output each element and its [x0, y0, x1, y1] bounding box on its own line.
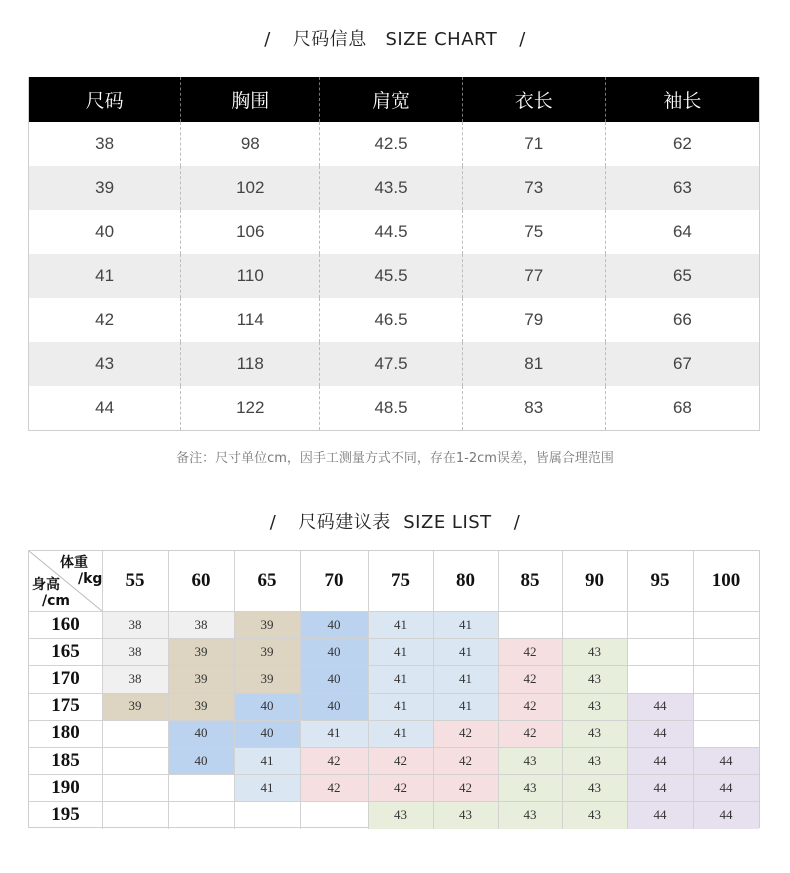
recommended-size-cell: 39 — [234, 638, 300, 665]
recommended-size-cell: 41 — [433, 611, 498, 638]
recommended-size-cell: 43 — [368, 801, 433, 828]
cell-sleeve: 62 — [605, 122, 759, 166]
size-chart-header-row — [29, 77, 759, 122]
height-header: 185 — [51, 749, 80, 771]
grid-horizontal-divider — [29, 747, 759, 748]
recommended-size-cell: 39 — [168, 665, 234, 692]
weight-header: 75 — [391, 570, 410, 591]
size-chart-title-text: 尺码信息 SIZE CHART — [292, 29, 498, 50]
recommended-size-cell: 39 — [234, 665, 300, 692]
height-header: 180 — [51, 722, 80, 744]
recommended-size-cell: 43 — [498, 801, 562, 828]
weight-header: 55 — [125, 570, 145, 591]
column-header-sleeve: 袖长 — [605, 77, 759, 122]
cell-chest: 118 — [180, 342, 319, 386]
cell-shoulder: 46.5 — [319, 298, 461, 342]
recommended-size-cell: 38 — [102, 611, 168, 638]
cell-chest: 110 — [180, 254, 319, 298]
table-row — [29, 166, 759, 210]
weight-header: 100 — [711, 570, 741, 591]
cell-sleeve: 67 — [605, 342, 759, 386]
recommended-size-cell: 43 — [562, 665, 627, 692]
recommended-size-cell: 40 — [300, 665, 368, 692]
recommended-size-cell: 43 — [562, 638, 627, 665]
measurement-note: 备注：尺寸单位cm，因手工测量方式不同，存在1-2cm误差，皆属合理范围 — [176, 451, 614, 466]
cell-chest: 98 — [180, 122, 319, 166]
recommended-size-cell: 44 — [627, 693, 693, 720]
cell-length: 73 — [462, 166, 605, 210]
recommended-size-cell: 38 — [102, 665, 168, 692]
cell-length: 81 — [462, 342, 605, 386]
recommended-size-cell: 40 — [168, 720, 234, 747]
table-row — [29, 342, 759, 386]
grid-horizontal-divider — [29, 611, 759, 612]
cell-sleeve: 64 — [605, 210, 759, 254]
recommended-size-cell: 42 — [498, 638, 562, 665]
cell-length: 77 — [462, 254, 605, 298]
size-chart-title — [0, 25, 790, 51]
corner-weight-unit: /kg — [78, 571, 102, 587]
height-header: 190 — [51, 776, 80, 798]
cell-shoulder: 45.5 — [319, 254, 461, 298]
recommended-size-cell: 41 — [368, 638, 433, 665]
grid-horizontal-divider — [29, 693, 759, 694]
recommended-size-cell: 41 — [368, 611, 433, 638]
grid-horizontal-divider — [29, 774, 759, 775]
recommended-size-cell: 38 — [102, 638, 168, 665]
grid-horizontal-divider — [29, 801, 759, 802]
title-slash-left: / — [269, 512, 277, 533]
cell-sleeve: 65 — [605, 254, 759, 298]
height-header: 160 — [51, 613, 80, 635]
cell-chest: 102 — [180, 166, 319, 210]
cell-shoulder: 43.5 — [319, 166, 461, 210]
grid-corner-header — [29, 551, 102, 611]
recommended-size-cell: 40 — [300, 693, 368, 720]
title-slash-right: / — [519, 29, 526, 50]
recommended-size-cell: 43 — [562, 747, 627, 774]
cell-length: 71 — [462, 122, 605, 166]
weight-header: 95 — [650, 570, 670, 591]
size-list-title — [0, 508, 790, 534]
cell-sleeve: 66 — [605, 298, 759, 342]
cell-size: 43 — [95, 354, 115, 373]
cell-shoulder: 48.5 — [319, 386, 461, 430]
title-slash-right: / — [513, 512, 521, 533]
column-header-size: 尺码 — [85, 90, 124, 112]
cell-length: 79 — [462, 298, 605, 342]
corner-height-unit: /cm — [42, 593, 70, 609]
recommended-size-cell: 40 — [234, 693, 300, 720]
weight-header: 65 — [257, 570, 277, 591]
recommended-size-cell: 44 — [627, 774, 693, 801]
recommended-size-cell: 42 — [300, 774, 368, 801]
recommended-size-cell: 42 — [433, 747, 498, 774]
size-chart-table — [28, 77, 760, 431]
recommended-size-cell: 42 — [433, 774, 498, 801]
recommended-size-cell: 41 — [234, 747, 300, 774]
table-row — [29, 254, 759, 298]
cell-size: 38 — [95, 134, 115, 153]
recommended-size-cell: 43 — [562, 720, 627, 747]
recommended-size-cell: 41 — [433, 638, 498, 665]
recommended-size-cell: 42 — [368, 774, 433, 801]
height-header: 165 — [51, 640, 80, 662]
weight-header: 60 — [191, 570, 211, 591]
recommended-size-cell: 41 — [368, 693, 433, 720]
recommended-size-cell: 43 — [498, 747, 562, 774]
weight-header: 85 — [520, 570, 540, 591]
recommended-size-cell: 39 — [168, 693, 234, 720]
cell-shoulder: 44.5 — [319, 210, 461, 254]
grid-horizontal-divider — [29, 638, 759, 639]
recommended-size-cell: 40 — [300, 638, 368, 665]
recommended-size-cell: 42 — [498, 693, 562, 720]
table-row — [29, 122, 759, 166]
table-row — [29, 210, 759, 254]
recommended-size-cell: 40 — [168, 747, 234, 774]
recommended-size-cell: 39 — [234, 611, 300, 638]
recommended-size-cell: 41 — [368, 720, 433, 747]
recommended-size-cell: 41 — [300, 720, 368, 747]
column-header-length: 衣长 — [462, 77, 605, 122]
recommended-size-cell: 41 — [234, 774, 300, 801]
cell-length: 83 — [462, 386, 605, 430]
recommended-size-cell: 39 — [168, 638, 234, 665]
table-row — [29, 386, 759, 430]
weight-header: 90 — [585, 570, 604, 591]
recommended-size-cell: 44 — [693, 747, 759, 774]
recommended-size-cell: 41 — [368, 665, 433, 692]
recommended-size-cell: 42 — [300, 747, 368, 774]
size-recommendation-grid — [28, 550, 760, 828]
recommended-size-cell: 43 — [562, 774, 627, 801]
cell-size: 41 — [95, 266, 115, 285]
corner-height-label: 身高 — [32, 577, 60, 593]
cell-size: 40 — [95, 222, 115, 241]
column-header-shoulder: 肩宽 — [319, 77, 461, 122]
height-header: 195 — [51, 803, 80, 825]
cell-size: 39 — [95, 178, 115, 197]
column-header-chest: 胸围 — [180, 77, 319, 122]
cell-chest: 122 — [180, 386, 319, 430]
recommended-size-cell: 40 — [234, 720, 300, 747]
recommended-size-cell: 42 — [368, 747, 433, 774]
recommended-size-cell: 40 — [300, 611, 368, 638]
recommended-size-cell: 44 — [693, 801, 759, 828]
cell-shoulder: 42.5 — [319, 122, 461, 166]
recommended-size-cell: 42 — [498, 720, 562, 747]
recommended-size-cell: 44 — [627, 720, 693, 747]
recommended-size-cell: 42 — [433, 720, 498, 747]
recommended-size-cell: 39 — [102, 693, 168, 720]
recommended-size-cell: 43 — [562, 693, 627, 720]
grid-horizontal-divider — [29, 720, 759, 721]
size-chart-body — [29, 122, 759, 430]
cell-chest: 114 — [180, 298, 319, 342]
recommended-size-cell: 44 — [627, 747, 693, 774]
recommended-size-cell: 43 — [562, 801, 627, 828]
recommended-size-cell: 38 — [168, 611, 234, 638]
cell-chest: 106 — [180, 210, 319, 254]
cell-shoulder: 47.5 — [319, 342, 461, 386]
size-list-title-text: 尺码建议表 SIZE LIST — [298, 512, 492, 533]
recommended-size-cell: 43 — [498, 774, 562, 801]
height-header: 175 — [51, 695, 80, 717]
cell-length: 75 — [462, 210, 605, 254]
recommended-size-cell: 44 — [693, 774, 759, 801]
corner-weight-label: 体重 — [60, 555, 88, 571]
recommended-size-cell: 41 — [433, 665, 498, 692]
grid-horizontal-divider — [29, 665, 759, 666]
cell-sleeve: 63 — [605, 166, 759, 210]
cell-size: 44 — [95, 398, 115, 417]
weight-header: 70 — [324, 570, 344, 591]
recommended-size-cell: 44 — [627, 801, 693, 828]
weight-header: 80 — [456, 570, 475, 591]
recommended-size-cell: 42 — [498, 665, 562, 692]
recommended-size-cell: 41 — [433, 693, 498, 720]
recommended-size-cell: 43 — [433, 801, 498, 828]
height-header: 170 — [51, 667, 80, 689]
cell-size: 42 — [95, 310, 115, 329]
title-slash-left: / — [264, 29, 271, 50]
table-row — [29, 298, 759, 342]
cell-sleeve: 68 — [605, 386, 759, 430]
